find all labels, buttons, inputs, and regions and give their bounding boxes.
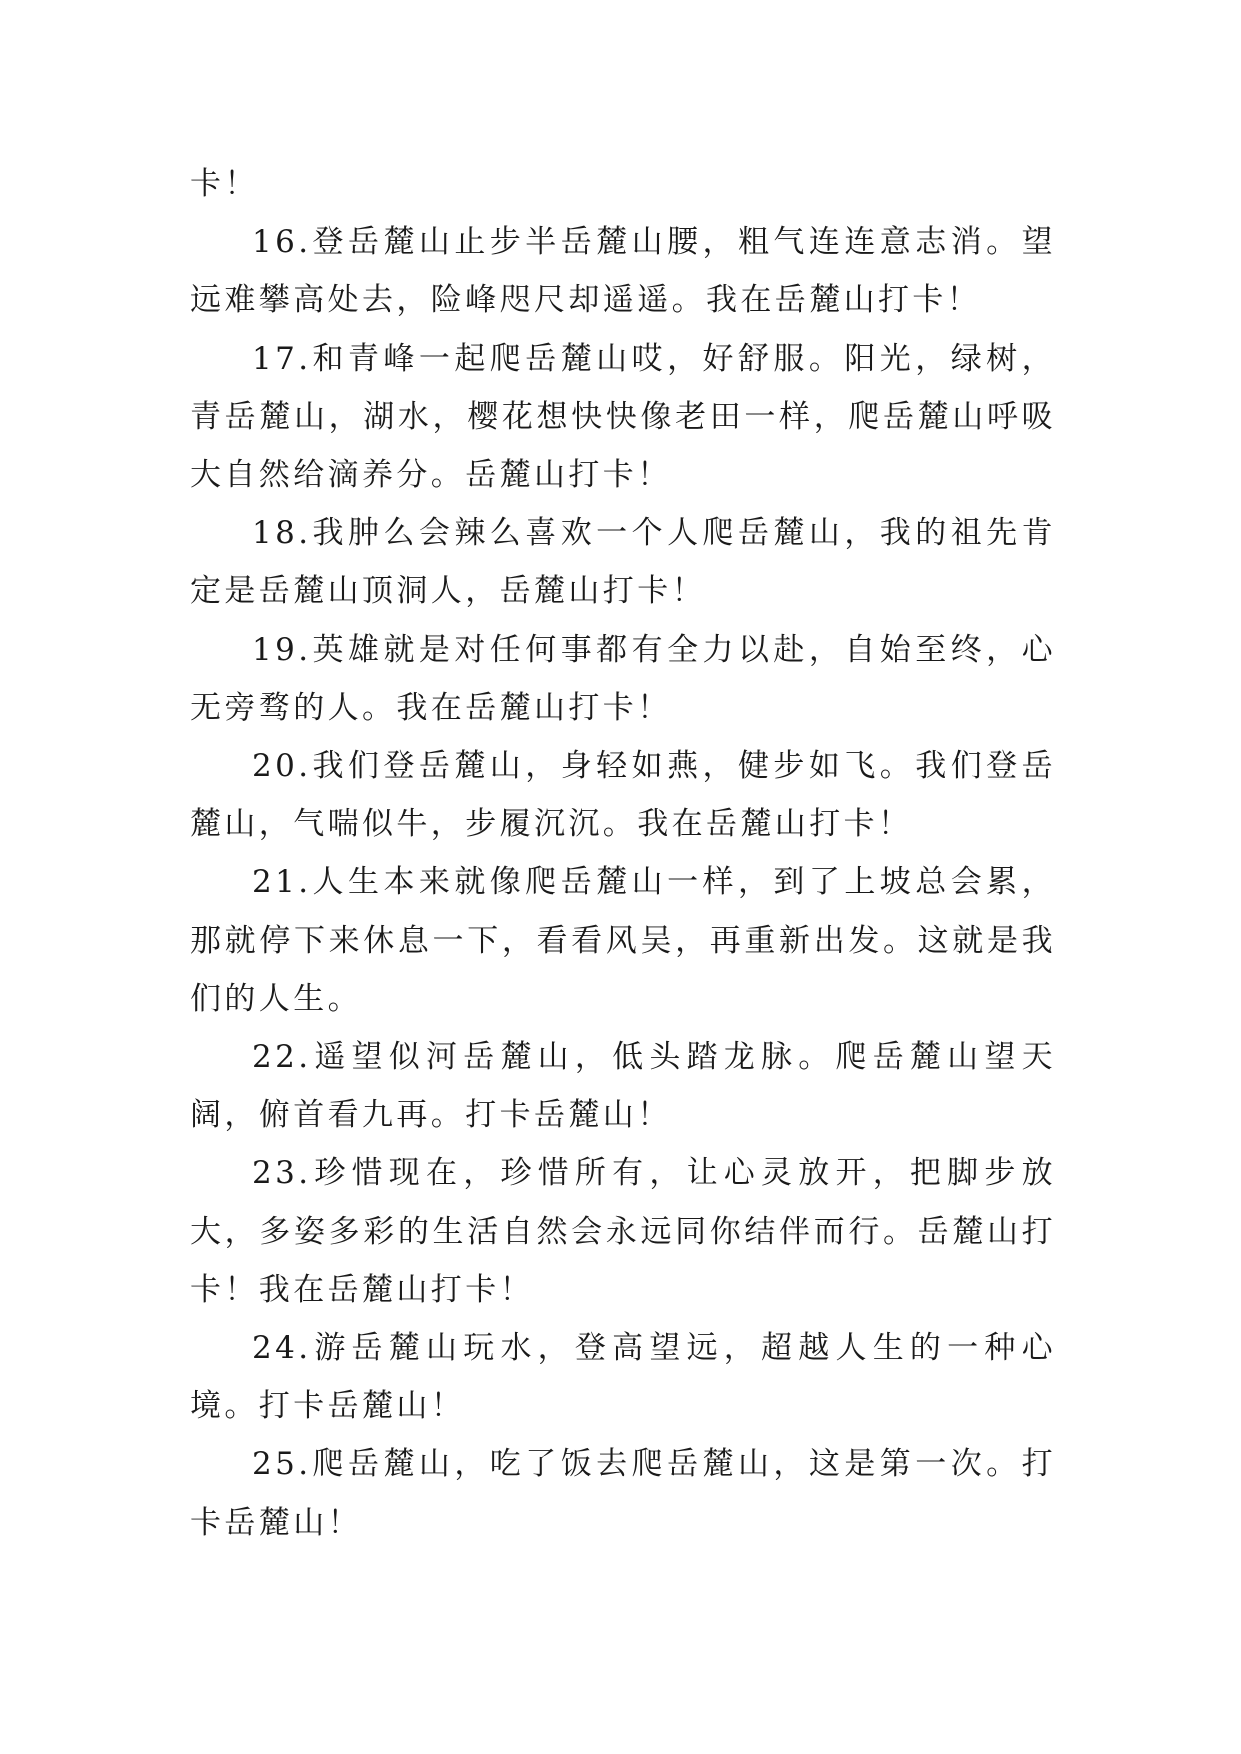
paragraph-24: 24.游岳麓山玩水，登高望远，超越人生的一种心境。打卡岳麓山！ <box>190 1330 1056 1425</box>
document-body <box>190 155 1056 1552</box>
paragraph-continuation: 卡！ <box>190 166 259 202</box>
paragraph-18: 18.我肿么会辣么喜欢一个人爬岳麓山，我的祖先肯定是岳麓山顶洞人，岳麓山打卡！ <box>190 515 1056 610</box>
paragraph-23: 23.珍惜现在，珍惜所有，让心灵放开，把脚步放大，多姿多彩的生活自然会永远同你结伴而行。岳麓山打卡！我在岳麓山打卡！ <box>190 1155 1056 1308</box>
paragraph-25: 25.爬岳麓山，吃了饭去爬岳麓山，这是第一次。打卡岳麓山！ <box>190 1446 1056 1541</box>
paragraph-22: 22.遥望似河岳麓山，低头踏龙脉。爬岳麓山望天阔，俯首看九再。打卡岳麓山！ <box>190 1039 1056 1134</box>
paragraph-17: 17.和青峰一起爬岳麓山哎，好舒服。阳光，绿树，青岳麓山，湖水，樱花想快快像老田一样，爬岳麓山呼吸大自然给滴养分。岳麓山打卡！ <box>190 340 1056 494</box>
paragraph-19: 19.英雄就是对任何事都有全力以赴，自始至终，心无旁骛的人。我在岳麓山打卡！ <box>190 631 1056 726</box>
paragraph-21: 21.人生本来就像爬岳麓山一样，到了上坡总会累，那就停下来休息一下，看看风吴，再重新出发。这就是我们的人生。 <box>190 864 1056 1017</box>
paragraph-20: 20.我们登岳麓山，身轻如燕，健步如飞。我们登岳麓山，气喘似牛，步履沉沉。我在岳麓山打卡！ <box>190 748 1056 843</box>
paragraph-16: 16.登岳麓山止步半岳麓山腰，粗气连连意志消。望远难攀高处去，险峰咫尺却遥遥。我在岳麓山打卡！ <box>190 224 1056 319</box>
